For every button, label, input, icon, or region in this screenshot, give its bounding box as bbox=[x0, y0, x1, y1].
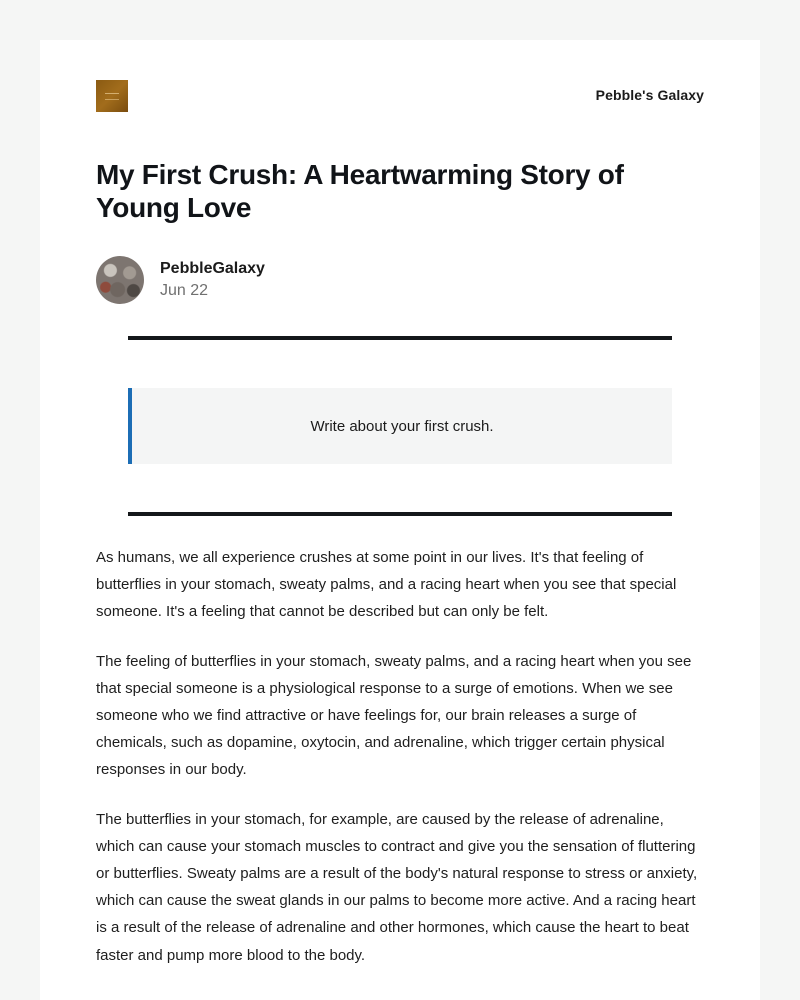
post-date: Jun 22 bbox=[160, 282, 209, 299]
body-paragraph: As humans, we all experience crushes at some point in our lives. It's that feeling of butterflies in your stomach, sweaty palms, and a racing heart when you see that special someone. It's a feeling that cannot be described but can only be felt. bbox=[96, 549, 677, 621]
body-paragraph: The feeling of butterflies in your stomach, sweaty palms, and a racing heart when you see that special someone is a physiological response to a surge of emotions. When we see someone who we find attractive or have feelings for, our brain releases a surge of chemicals, such as dopamine, oxytocin, and adrenaline, which trigger certain physical responses in our body. bbox=[96, 652, 692, 779]
post-body bbox=[96, 544, 704, 991]
logo-mark bbox=[105, 93, 119, 100]
post-card bbox=[40, 40, 760, 1000]
author-byline bbox=[96, 256, 496, 304]
site-header bbox=[96, 80, 704, 112]
divider-bottom bbox=[128, 512, 672, 516]
author-avatar[interactable] bbox=[96, 256, 144, 304]
site-name-link[interactable]: Pebble's Galaxy bbox=[595, 87, 704, 103]
post-title: My First Crush: A Heartwarming Story of Young Love bbox=[96, 159, 624, 223]
site-logo-icon[interactable] bbox=[96, 80, 128, 112]
body-paragraph: The butterflies in your stomach, for example, are caused by the release of adrenaline, which can cause your stomach muscles to contract and give you the sensation of fluttering or butterflies. Sweaty palms are a result of the body's natural response to stress or anxiety, which can cause the sweat glands in our palms to become more active. And a racing heart is a result of the release of adrenaline and other hormones, which cause the heart to beat faster and pump more blood to the body. bbox=[96, 810, 698, 964]
author-name[interactable]: PebbleGalaxy bbox=[160, 260, 265, 277]
prompt-text: Write about your first crush. bbox=[310, 417, 494, 435]
writing-prompt bbox=[128, 388, 672, 464]
divider-top bbox=[128, 336, 672, 340]
